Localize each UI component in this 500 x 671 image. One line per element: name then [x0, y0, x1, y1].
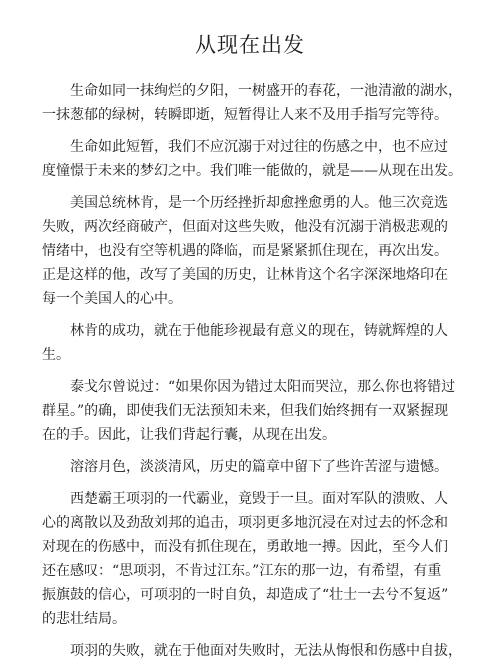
paragraph [42, 319, 462, 367]
paragraph-line: 生。 [42, 347, 70, 363]
paragraph [42, 375, 462, 447]
paragraph [42, 639, 462, 663]
paragraph [42, 135, 462, 183]
paragraph-line: 西楚霸王项羽的一代霸业，竟毁于一旦。面对军队的溃败、人 [70, 491, 448, 507]
paragraph-line: 泰戈尔曾说过：“如果你因为错过太阳而哭泣，那么你也将错过 [70, 379, 456, 395]
paragraph [42, 79, 462, 127]
paragraph-line: 的悲壮结局。 [42, 611, 126, 627]
paragraph-line: 心的离散以及劲敌刘邦的追击，项羽更多地沉浸在对过去的怀念和 [42, 515, 448, 531]
paragraph [42, 191, 462, 311]
paragraph-line: 一抹葱郁的绿树，转瞬即逝，短暂得让人来不及用手指写完等待。 [42, 107, 448, 123]
paragraph-line: 正是这样的他，改写了美国的历史，让林肯这个名字深深地烙印在 [42, 267, 448, 283]
paragraph-line: 项羽的失败，就在于他面对失败时，无法从悔恨和伤感中自拔， [70, 643, 462, 659]
paragraph [42, 455, 462, 479]
paragraph-line: 林肯的成功，就在于他能珍视最有意义的现在，铸就辉煌的人 [70, 323, 448, 339]
paragraph-line: 还在感叹：“思项羽，不肯过江东。”江东的那一边，有希望，有重 [42, 563, 442, 579]
paragraph-line: 度憧憬于未来的梦幻之中。我们唯一能做的，就是——从现在出发。 [42, 163, 462, 179]
paragraph-line: 生命如同一抹绚烂的夕阳，一树盛开的春花，一池清澈的湖水， [70, 83, 462, 99]
document-body [42, 79, 462, 671]
paragraph-line: 生命如此短暂，我们不应沉溺于对过往的伤感之中，也不应过 [70, 139, 448, 155]
paragraph-line: 振旗鼓的信心，可项羽的一时自负，却造成了“壮士一去兮不复返” [42, 587, 449, 603]
paragraph-line: 情绪中，也没有空等机遇的降临，而是紧紧抓住现在，再次出发。 [42, 243, 448, 259]
paragraph-line: 溶溶月色，淡淡清风，历史的篇章中留下了些许苦涩与遗憾。 [70, 459, 448, 475]
paragraph-line: 在的手。因此，让我们背起行囊，从现在出发。 [42, 427, 336, 443]
paragraph-line: 失败，两次经商破产，但面对这些失败，他没有沉溺于消极悲观的 [42, 219, 448, 235]
paragraph-line: 对现在的伤感中，而没有抓住现在，勇敢地一搏。因此，至今人们 [42, 539, 448, 555]
paragraph-line: 每一个美国人的心中。 [42, 291, 182, 307]
document-title: 从现在出发 [195, 33, 305, 57]
paragraph-line: 群星。”的确，即使我们无法预知未来，但我们始终拥有一双紧握现 [42, 403, 449, 419]
paragraph-line: 美国总统林肯，是一个历经挫折却愈挫愈勇的人。他三次竞选 [70, 195, 448, 211]
paragraph [42, 487, 462, 631]
